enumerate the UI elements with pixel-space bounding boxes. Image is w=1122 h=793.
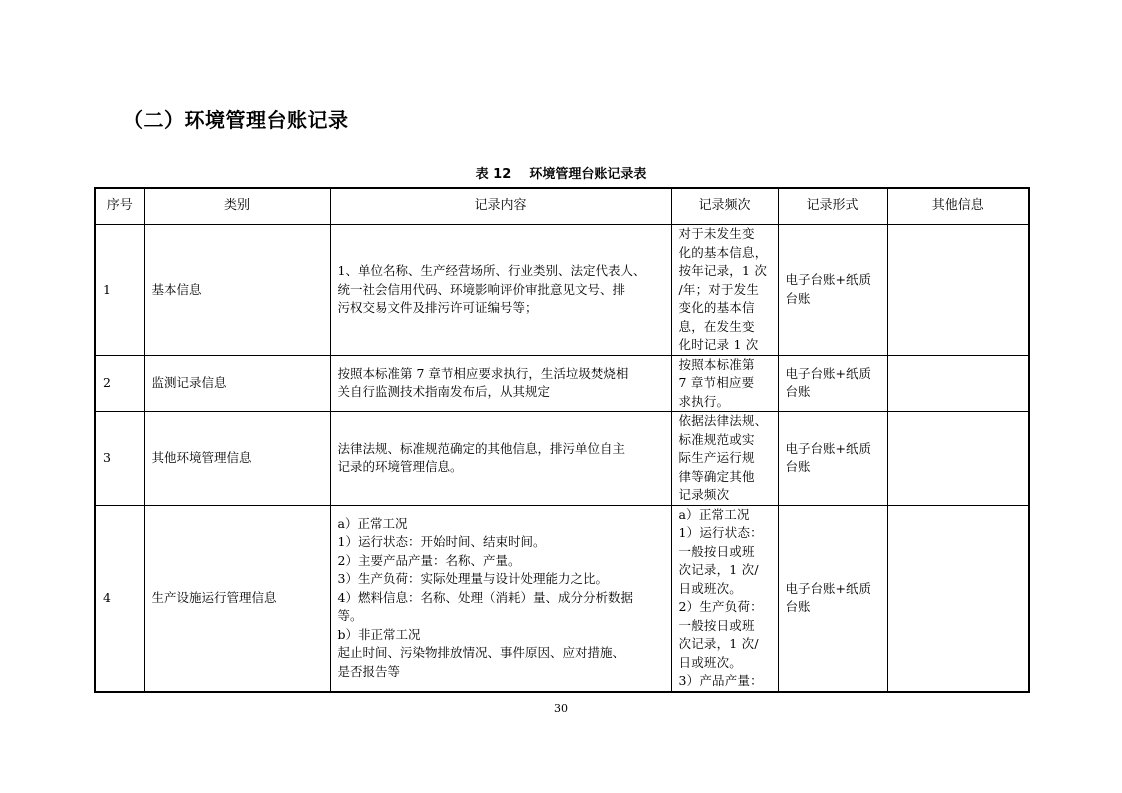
cell-frequency-line: 日或班次。	[678, 580, 743, 596]
cell-content-line: b）非正常工况	[337, 626, 421, 642]
cell-frequency	[671, 355, 778, 412]
cell-frequency-line: a）正常工况	[678, 506, 750, 522]
cell-frequency-line: 一般按日或班	[678, 543, 755, 559]
cell-frequency-line: 律等确定其他	[678, 468, 755, 484]
cell-content-line: 2）主要产品产量：名称、产量。	[337, 552, 521, 568]
cell-form-line: 电子台账+纸质	[785, 272, 871, 288]
cell-seq: 3	[95, 412, 144, 506]
cell-content-line: 统一社会信用代码、环境影响评价审批意见文号、排	[337, 281, 626, 297]
cell-frequency-line: 7 章节相应要	[678, 375, 755, 390]
cell-frequency-line: 求执行。	[678, 393, 730, 409]
cell-category: 生产设施运行管理信息	[144, 505, 330, 692]
header-seq: 序号	[95, 188, 144, 225]
header-form: 记录形式	[778, 188, 887, 225]
cell-frequency-line: /年；对于发生	[678, 281, 760, 297]
cell-content-line: 按照本标准第 7 章节相应要求执行，生活垃圾焚烧相	[337, 365, 629, 381]
header-category: 类别	[144, 188, 330, 225]
table-row	[95, 505, 1029, 692]
header-other: 其他信息	[887, 188, 1029, 225]
cell-category: 监测记录信息	[144, 355, 330, 412]
cell-frequency-line: 一般按日或班	[678, 617, 755, 633]
cell-category: 基本信息	[144, 225, 330, 356]
ledger-table	[94, 187, 1030, 693]
cell-content-line: 是否报告等	[337, 663, 401, 679]
cell-content-line: 关自行监测技术指南发布后，从其规定	[337, 384, 551, 400]
cell-content-line: 1）运行状态：开始时间、结束时间。	[337, 534, 546, 550]
page-number: 30	[554, 702, 568, 715]
cell-form-line: 电子台账+纸质	[785, 365, 871, 381]
cell-other	[887, 355, 1029, 412]
table-row	[95, 225, 1029, 356]
table-row	[95, 355, 1029, 412]
section-title: （二）环境管理台账记录	[123, 108, 349, 132]
cell-frequency-line: 记录频次	[678, 487, 730, 502]
cell-other	[887, 225, 1029, 356]
cell-content-line: 起止时间、污染物排放情况、事件原因、应对措施、	[337, 645, 626, 661]
cell-form	[778, 225, 887, 356]
cell-other	[887, 412, 1029, 506]
cell-form	[778, 412, 887, 506]
cell-frequency-line: 日或班次。	[678, 654, 743, 670]
cell-form	[778, 505, 887, 692]
cell-frequency-line: 标准规范或实	[678, 431, 755, 447]
cell-frequency-line: 对于未发生变	[678, 226, 755, 241]
cell-frequency-line: 2）生产负荷：	[678, 599, 763, 614]
cell-form	[778, 355, 887, 412]
cell-content	[330, 505, 671, 692]
cell-frequency-line: 3）产品产量：	[678, 673, 763, 688]
cell-category: 其他环境管理信息	[144, 412, 330, 506]
cell-seq: 4	[95, 505, 144, 692]
cell-frequency	[671, 412, 778, 506]
cell-content-line: 法律法规、标准规范确定的其他信息，排污单位自主	[337, 440, 626, 456]
cell-frequency-line: 次记录，1 次/	[678, 636, 759, 651]
cell-content-line: 等。	[337, 608, 363, 624]
cell-form-line: 台账	[785, 459, 811, 475]
cell-content-line: 3）生产负荷：实际处理量与设计处理能力之比。	[337, 571, 608, 587]
cell-frequency-line: 化时记录 1 次	[678, 337, 759, 352]
table-row	[95, 412, 1029, 506]
header-content: 记录内容	[330, 188, 671, 225]
cell-form-line: 电子台账+纸质	[785, 580, 871, 596]
cell-other	[887, 505, 1029, 692]
cell-frequency-line: 际生产运行规	[678, 450, 755, 465]
cell-content-line: 记录的环境管理信息。	[337, 459, 463, 475]
cell-frequency	[671, 225, 778, 356]
cell-content	[330, 355, 671, 412]
cell-frequency-line: 化的基本信息，	[678, 244, 768, 260]
cell-seq: 1	[95, 225, 144, 356]
cell-content-line: 污权交易文件及排污许可证编号等；	[337, 300, 538, 315]
cell-frequency-line: 息，在发生变	[678, 318, 755, 334]
cell-form-line: 台账	[785, 384, 811, 400]
cell-content-line: 4）燃料信息：名称、处理（消耗）量、成分分析数据	[337, 589, 633, 605]
cell-frequency-line: 按年记录，1 次	[678, 263, 768, 278]
cell-content-line: a）正常工况	[337, 515, 408, 531]
cell-frequency-line: 次记录，1 次/	[678, 562, 759, 577]
cell-frequency-line: 1）运行状态：	[678, 525, 763, 540]
cell-form-line: 台账	[785, 290, 811, 306]
cell-content	[330, 225, 671, 356]
cell-form-line: 电子台账+纸质	[785, 440, 871, 456]
table-header-row	[95, 188, 1029, 225]
cell-form-line: 台账	[785, 599, 811, 614]
cell-frequency-line: 按照本标准第	[678, 356, 755, 372]
cell-seq: 2	[95, 355, 144, 412]
cell-frequency	[671, 505, 778, 692]
header-frequency: 记录频次	[671, 188, 778, 225]
cell-frequency-line: 依据法律法规、	[678, 413, 768, 428]
table-caption: 表 12 环境管理台账记录表	[475, 167, 647, 182]
cell-frequency-line: 变化的基本信	[678, 300, 755, 315]
cell-content	[330, 412, 671, 506]
table-body	[95, 225, 1029, 692]
cell-content-line: 1、单位名称、生产经营场所、行业类别、法定代表人、	[337, 263, 646, 278]
